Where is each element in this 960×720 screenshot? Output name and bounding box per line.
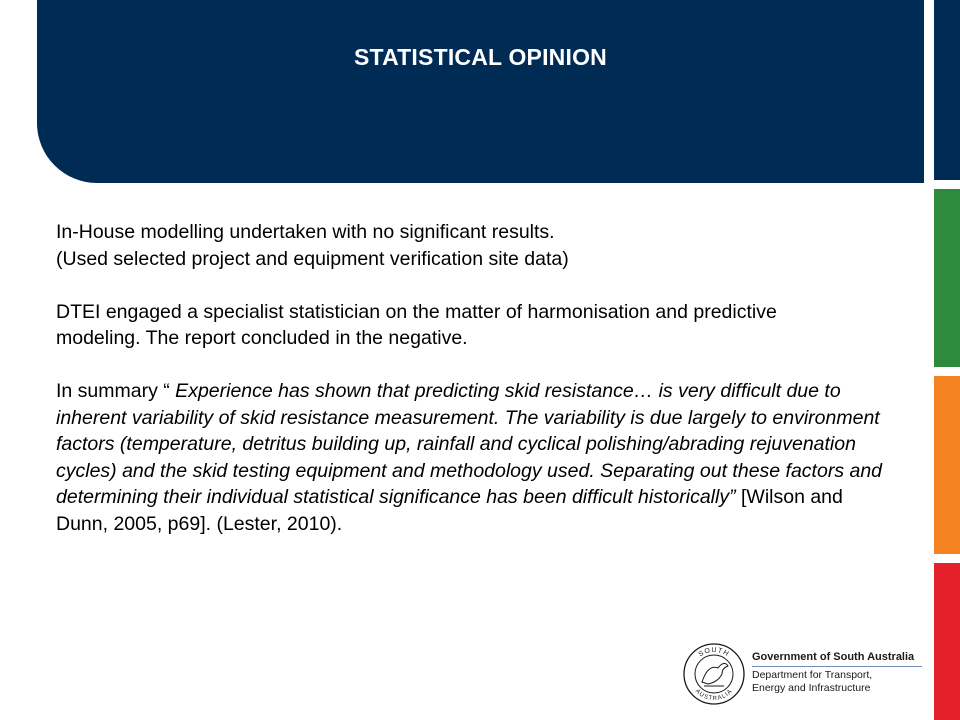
department-name-line: Energy and Infrastructure xyxy=(752,682,871,694)
government-name: Government of South Australia xyxy=(752,650,922,667)
stripe-red xyxy=(934,563,960,720)
paragraph: DTEI engaged a specialist statistician on the matter of harmonisation and predictive modeling. The report concluded in the negative. xyxy=(56,300,777,349)
stripe-orange xyxy=(934,376,960,554)
quote-paragraph: In summary “ Experience has shown that predicting skid resistance… is very difficult due to inherent variability of skid resistance measurement. The variability is due largely to environment factors (temperature, detritus building up, rainfall and cyclical polishing/abrading rejuvenation cycles) and the skid testing equipment and methodology used. Separating out these factors and determining their individual statistical significance has been difficult historically” [Wilson and Dunn, 2005, p69]. (Lester, 2010). xyxy=(56,380,883,535)
quoted-text: Experience has shown that predicting skid resistance… is very difficult due to inherent variability of skid resistance measurement. The variability is due largely to environment factors (temperature, detritus building up, rainfall and cyclical polishing/abrading rejuvenation cycles) and the skid testing equipment and methodology used. Separating out these factors and determining their individual statistical significance has been difficult historically” xyxy=(56,380,883,508)
stripe-navy xyxy=(934,0,960,180)
header-banner xyxy=(37,0,924,183)
paragraph-spacer xyxy=(56,272,916,299)
slide-body xyxy=(56,219,916,537)
org-name-block xyxy=(752,650,922,695)
crest-text-top: SOUTH xyxy=(697,646,731,659)
department-name-line: Department for Transport, xyxy=(752,669,873,681)
crest-text-bottom: AUSTRALIA xyxy=(693,688,735,703)
svg-text:SOUTH xyxy=(698,647,731,658)
paragraph-line: In-House modelling undertaken with no significant results. xyxy=(56,221,555,243)
government-logo xyxy=(682,638,915,708)
paragraph-line: (Used selected project and equipment verification site data) xyxy=(56,247,569,270)
paragraph-spacer xyxy=(56,352,916,379)
piping-shrike-crest-icon xyxy=(682,642,746,706)
slide-title: STATISTICAL OPINION xyxy=(354,44,607,70)
stripe-green xyxy=(934,189,960,367)
